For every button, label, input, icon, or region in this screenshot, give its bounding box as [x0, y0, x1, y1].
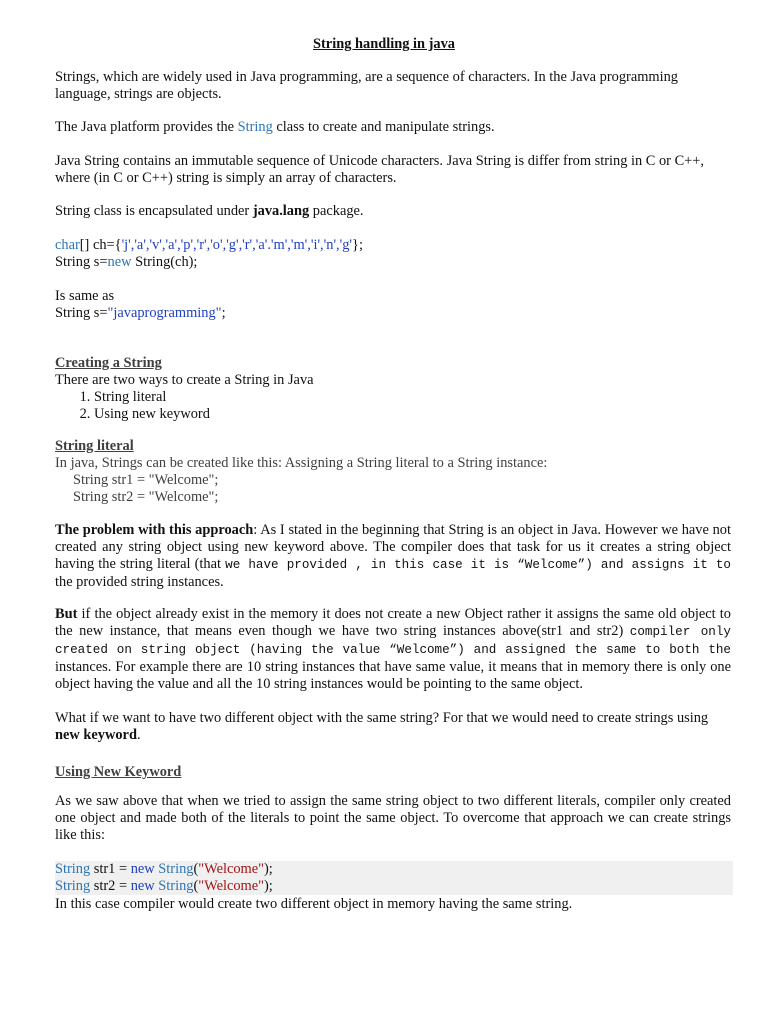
intro-text-4b: package. [309, 203, 364, 219]
class-string: String [158, 878, 194, 894]
code-block-new-string [55, 861, 733, 895]
code-text: String s= [55, 254, 108, 270]
but-mono-text: compiler only created on string object (having the value “Welcome”) and assigned the same to both the [55, 625, 731, 657]
but-paragraph [55, 606, 731, 693]
string-literal: "javaprogramming" [107, 305, 222, 321]
conclusion-text: In this case compiler would create two different object in memory having the same string. [55, 896, 573, 912]
type-string: String [55, 878, 91, 894]
problem-bold: The problem with this approach [55, 522, 254, 538]
same-as-label: Is same as [55, 288, 115, 304]
intro-text-2b: class to create and manipulate strings. [272, 119, 495, 135]
code-text: [] ch={ [79, 237, 122, 253]
string-literal: "Welcome" [198, 861, 264, 877]
intro-text-4a: String class is encapsulated under [55, 203, 253, 219]
section-heading-literal: String literal [55, 438, 134, 454]
code-text: ( [193, 878, 199, 894]
newkw-paragraph [55, 793, 731, 844]
creating-section [55, 355, 731, 423]
keyword-new: new [130, 878, 155, 894]
code-text: str2 = [90, 878, 131, 894]
creating-text: There are two ways to create a String in Java [55, 372, 314, 388]
keyword-new: new [130, 861, 155, 877]
intro-text-3: Java String contains an immutable sequence of Unicode characters. Java String is differ from string in C or C++, where (in C or C++) string is simply an array of characters. [55, 153, 704, 186]
problem-mono-text: we have provided , in this case it is “Welcome”) and assigns it to [225, 558, 731, 572]
code-text: ; [221, 305, 226, 321]
string-class-link[interactable]: String [237, 119, 273, 135]
keyword-new: new [107, 254, 132, 270]
same-as-block [55, 288, 731, 322]
code-line-str1: String str1 = "Welcome"; [73, 472, 219, 488]
class-string: String [158, 861, 194, 877]
intro-text-1: Strings, which are widely used in Java programming, are a sequence of characters. In the Java programming language, strings are objects. [55, 69, 678, 102]
code-text: String s= [55, 305, 108, 321]
intro-text-2a: The Java platform provides the [55, 119, 238, 135]
but-text-2: instances. For example there are 10 string instances that have same value, it means that in memory there is only one object having the value and all the 10 string instances would be pointing to the same object. [55, 659, 731, 692]
code-line-new-str1 [55, 861, 733, 878]
whatif-paragraph [55, 710, 731, 744]
intro-paragraph-2 [55, 119, 731, 136]
creation-methods-list [55, 389, 731, 423]
list-item: 1. String literal [94, 389, 731, 406]
problem-paragraph [55, 522, 731, 591]
new-keyword-bold: new keyword [55, 727, 137, 743]
section-heading-new-keyword: Using New Keyword [55, 764, 182, 780]
code-line-char-array [55, 237, 731, 254]
code-line-string-literal [55, 305, 731, 322]
intro-paragraph-1 [55, 69, 731, 103]
code-text: str1 = [90, 861, 131, 877]
problem-text-1: : As I stated in the beginning that String is an object in Java. However we have not created any string object using new keyword above. The compiler does that task for us it creates a string object having the string literal (that [55, 522, 731, 572]
type-string: String [55, 861, 91, 877]
whatif-text: What if we want to have two different object with the same string? For that we would need to create strings using [55, 710, 709, 726]
whatif-end: . [136, 727, 141, 743]
code-text: String(ch); [131, 254, 198, 270]
code-line-new-str2 [55, 878, 733, 895]
code-line-new-string [55, 254, 731, 271]
string-literal: "Welcome" [198, 878, 264, 894]
code-text: ); [264, 861, 273, 877]
literal-section [55, 438, 731, 506]
intro-paragraph-3 [55, 153, 731, 187]
newkw-text: As we saw above that when we tried to assign the same string object to two different literals, compiler only created one object and made both of the literals to point the same object. To overcome that approach we can create strings like this: [55, 793, 731, 843]
code-text: ); [264, 878, 273, 894]
literal-text: In java, Strings can be created like this: Assigning a String literal to a String instance: [55, 455, 548, 471]
java-lang-package: java.lang [252, 203, 310, 219]
keyword-char: char [55, 237, 80, 253]
code-line-str2: String str2 = "Welcome"; [73, 489, 219, 505]
code-text: }; [352, 237, 363, 253]
but-text-1: if the object already exist in the memory it does not create a new Object rather it assigns the same old object to the new instance, that means even though we have two string instances above(str1 and str2) [55, 606, 731, 639]
problem-text-2: the provided string instances. [55, 574, 224, 590]
char-literals: 'j','a','v','a','p','r','o','g','r','a'.'m','m','i','n','g' [121, 237, 353, 253]
intro-paragraph-4 [55, 203, 731, 220]
page-title: String handling in java [313, 36, 455, 52]
but-bold: But [55, 606, 78, 622]
list-item: 2. Using new keyword [94, 406, 731, 423]
code-text: ( [193, 861, 199, 877]
code-block-char-array [55, 237, 731, 271]
section-heading-creating: Creating a String [55, 355, 162, 371]
